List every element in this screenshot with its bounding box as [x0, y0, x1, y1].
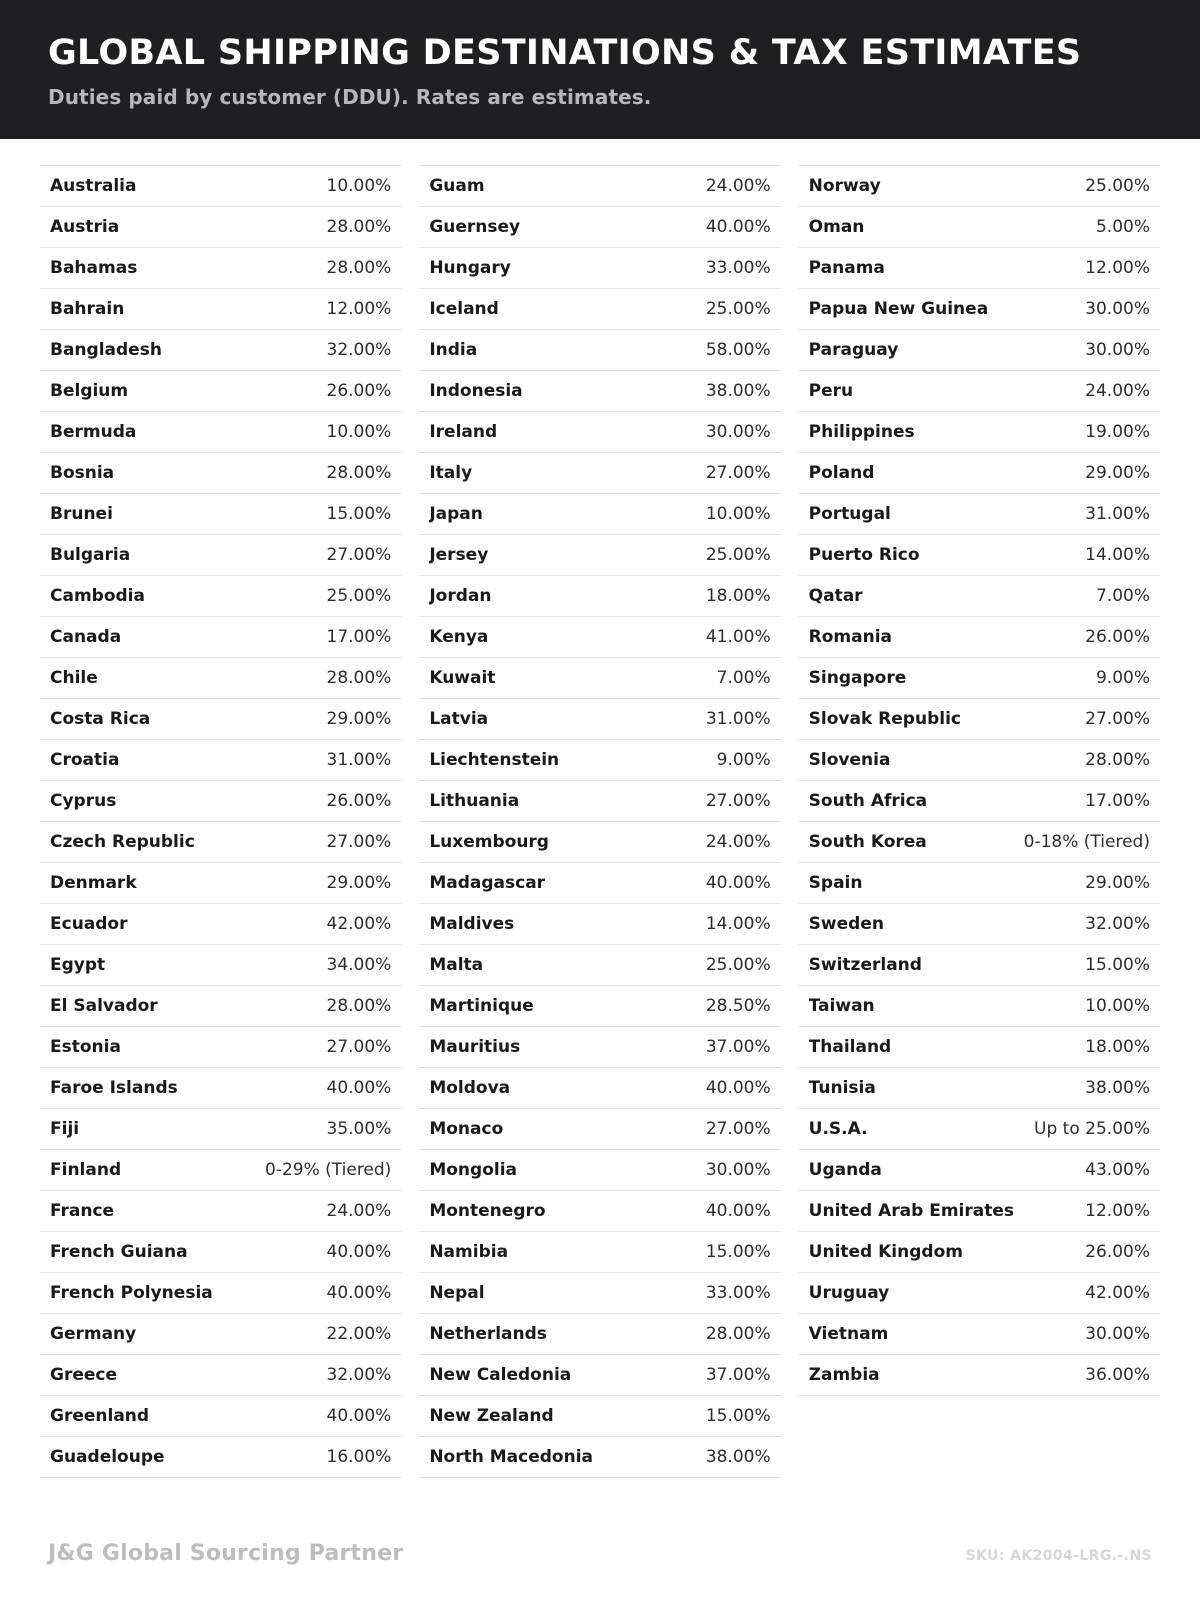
table-row	[40, 248, 401, 289]
tax-rate: 0-29% (Tiered)	[265, 1160, 392, 1181]
tax-rate: 28.50%	[705, 996, 771, 1017]
tax-rate: 28.00%	[1085, 750, 1150, 771]
table-row	[40, 371, 401, 412]
country-name: Switzerland	[808, 955, 922, 976]
country-name: Bermuda	[50, 422, 137, 443]
tax-rate: 30.00%	[705, 422, 771, 443]
tax-rate: 40.00%	[326, 1078, 392, 1099]
table-row	[799, 165, 1160, 207]
table-row	[419, 1191, 780, 1232]
table-row	[40, 165, 401, 207]
tax-rate: 40.00%	[705, 1078, 771, 1099]
table-row	[419, 494, 780, 535]
table-row	[40, 207, 401, 248]
country-name: Jordan	[429, 586, 492, 607]
table-row	[799, 1232, 1160, 1273]
tax-rate: 40.00%	[705, 217, 771, 238]
tax-rate: 24.00%	[705, 176, 771, 197]
country-name: Hungary	[429, 258, 511, 279]
tax-rate: 26.00%	[1085, 1242, 1150, 1263]
table-row	[419, 248, 780, 289]
country-name: Nepal	[429, 1283, 485, 1304]
tax-rate: 36.00%	[1085, 1365, 1150, 1386]
tax-rate: 15.00%	[1085, 955, 1150, 976]
country-name: Kuwait	[429, 668, 496, 689]
tax-rate: 40.00%	[326, 1406, 392, 1427]
table-row	[799, 1068, 1160, 1109]
country-name: Taiwan	[808, 996, 875, 1017]
table-row	[419, 576, 780, 617]
country-name: Indonesia	[429, 381, 523, 402]
table-row	[799, 822, 1160, 863]
country-name: Peru	[808, 381, 854, 402]
country-name: Luxembourg	[429, 832, 549, 853]
tax-rate: 34.00%	[326, 955, 392, 976]
tax-rate: 10.00%	[326, 176, 392, 197]
tax-rate: 17.00%	[1085, 791, 1150, 812]
tax-rate: 0-18% (Tiered)	[1023, 832, 1150, 853]
country-name: Greece	[50, 1365, 118, 1386]
country-name: Latvia	[429, 709, 489, 730]
country-name: Papua New Guinea	[808, 299, 989, 320]
page-title: GLOBAL SHIPPING DESTINATIONS & TAX ESTIMATES	[48, 33, 1082, 73]
country-name: Bangladesh	[50, 340, 162, 361]
table-row	[40, 1273, 401, 1314]
table-row	[799, 658, 1160, 699]
table-row	[40, 330, 401, 371]
country-name: Netherlands	[429, 1324, 547, 1345]
country-name: Belgium	[50, 381, 129, 402]
table-row	[419, 1355, 780, 1396]
country-name: France	[50, 1201, 115, 1222]
tax-rate: 9.00%	[716, 750, 771, 771]
table-row	[799, 781, 1160, 822]
country-name: Poland	[808, 463, 875, 484]
tax-rate: 19.00%	[1085, 422, 1150, 443]
tax-rate: 24.00%	[326, 1201, 392, 1222]
table-row	[419, 371, 780, 412]
table-row	[40, 781, 401, 822]
table-row	[40, 617, 401, 658]
country-name: Moldova	[429, 1078, 511, 1099]
tax-rate: 28.00%	[705, 1324, 771, 1345]
table-row	[419, 1314, 780, 1355]
tax-rate: 12.00%	[1085, 258, 1150, 279]
country-name: Chile	[50, 668, 98, 689]
table-row	[40, 535, 401, 576]
country-name: Panama	[808, 258, 885, 279]
table-row	[40, 1068, 401, 1109]
country-name: Namibia	[429, 1242, 509, 1263]
footer-brand: J&G Global Sourcing Partner	[48, 1541, 404, 1566]
country-name: Ireland	[429, 422, 498, 443]
table-row	[40, 740, 401, 781]
tax-rate: 10.00%	[326, 422, 392, 443]
tax-rate: 24.00%	[1085, 381, 1150, 402]
table-row	[40, 822, 401, 863]
country-name: Brunei	[50, 504, 113, 525]
tax-rate: 27.00%	[705, 1119, 771, 1140]
rates-column-3	[799, 165, 1160, 1396]
table-row	[799, 945, 1160, 986]
table-row	[40, 986, 401, 1027]
tax-rate: 42.00%	[1085, 1283, 1150, 1304]
table-row	[799, 576, 1160, 617]
table-row	[419, 289, 780, 330]
rates-columns	[0, 139, 1200, 1515]
table-row	[419, 412, 780, 453]
table-row	[40, 1150, 401, 1191]
tax-rate: 28.00%	[326, 996, 392, 1017]
tax-rate: 31.00%	[326, 750, 392, 771]
country-name: Thailand	[808, 1037, 892, 1058]
tax-rate: 38.00%	[705, 1447, 771, 1468]
tax-rate: 27.00%	[1085, 709, 1150, 730]
country-name: Cambodia	[50, 586, 145, 607]
country-name: Egypt	[50, 955, 106, 976]
table-row	[40, 1314, 401, 1355]
tax-rate: 40.00%	[705, 1201, 771, 1222]
table-row	[799, 289, 1160, 330]
table-row	[799, 617, 1160, 658]
table-row	[40, 576, 401, 617]
table-row	[419, 986, 780, 1027]
rates-column-2	[419, 165, 780, 1478]
country-name: Norway	[808, 176, 881, 197]
table-row	[419, 658, 780, 699]
country-name: India	[429, 340, 478, 361]
tax-rate: 40.00%	[326, 1242, 392, 1263]
table-row	[799, 1355, 1160, 1396]
tax-rate: 29.00%	[326, 873, 392, 894]
country-name: Cyprus	[50, 791, 117, 812]
tax-rate: 32.00%	[326, 340, 392, 361]
tax-rate: 26.00%	[326, 791, 392, 812]
tax-rate: 7.00%	[716, 668, 771, 689]
country-name: Tunisia	[808, 1078, 876, 1099]
table-row	[799, 1314, 1160, 1355]
tax-rate: 28.00%	[326, 463, 392, 484]
country-name: Finland	[50, 1160, 122, 1181]
country-name: Uruguay	[808, 1283, 890, 1304]
country-name: Oman	[808, 217, 865, 238]
table-row	[419, 699, 780, 740]
table-row	[799, 412, 1160, 453]
country-name: Singapore	[808, 668, 907, 689]
table-row	[419, 1068, 780, 1109]
tax-rate: 22.00%	[326, 1324, 392, 1345]
tax-rate: 18.00%	[705, 586, 771, 607]
tax-rate: 28.00%	[326, 668, 392, 689]
table-row	[40, 863, 401, 904]
table-row	[799, 371, 1160, 412]
table-row	[40, 453, 401, 494]
table-row	[419, 1232, 780, 1273]
tax-rate: 37.00%	[705, 1037, 771, 1058]
country-name: Malta	[429, 955, 484, 976]
country-name: Denmark	[50, 873, 137, 894]
country-name: Guernsey	[429, 217, 521, 238]
table-row	[419, 535, 780, 576]
table-row	[799, 453, 1160, 494]
tax-rate: 16.00%	[326, 1447, 392, 1468]
table-row	[419, 1437, 780, 1478]
country-name: Romania	[808, 627, 893, 648]
table-row	[419, 165, 780, 207]
table-row	[799, 1109, 1160, 1150]
country-name: Madagascar	[429, 873, 546, 894]
country-name: Slovenia	[808, 750, 891, 771]
tax-rate: 33.00%	[705, 1283, 771, 1304]
rates-column-1	[40, 165, 401, 1478]
table-row	[40, 1355, 401, 1396]
country-name: Puerto Rico	[808, 545, 920, 566]
country-name: Liechtenstein	[429, 750, 560, 771]
country-name: Vietnam	[808, 1324, 889, 1345]
tax-rate: 7.00%	[1095, 586, 1150, 607]
country-name: Paraguay	[808, 340, 899, 361]
table-row	[419, 617, 780, 658]
country-name: Costa Rica	[50, 709, 151, 730]
table-row	[419, 822, 780, 863]
country-name: North Macedonia	[429, 1447, 594, 1468]
country-name: Iceland	[429, 299, 499, 320]
tax-rate: 32.00%	[1085, 914, 1150, 935]
table-row	[799, 207, 1160, 248]
country-name: South Africa	[808, 791, 928, 812]
country-name: Mongolia	[429, 1160, 518, 1181]
tax-rate: 27.00%	[326, 1037, 392, 1058]
table-row	[799, 248, 1160, 289]
country-name: United Arab Emirates	[808, 1201, 1015, 1222]
tax-rate: 15.00%	[326, 504, 392, 525]
country-name: Austria	[50, 217, 120, 238]
tax-rate: 33.00%	[705, 258, 771, 279]
table-row	[419, 904, 780, 945]
country-name: Kenya	[429, 627, 489, 648]
country-name: Sweden	[808, 914, 884, 935]
tax-rate: 26.00%	[326, 381, 392, 402]
table-row	[799, 1191, 1160, 1232]
table-row	[419, 1150, 780, 1191]
country-name: South Korea	[808, 832, 927, 853]
table-row	[419, 1273, 780, 1314]
country-name: French Guiana	[50, 1242, 188, 1263]
tax-rate: 28.00%	[326, 217, 392, 238]
tax-rate: 30.00%	[1085, 299, 1150, 320]
table-row	[40, 289, 401, 330]
table-row	[799, 1027, 1160, 1068]
table-row	[799, 1273, 1160, 1314]
country-name: Japan	[429, 504, 483, 525]
tax-rate: 37.00%	[705, 1365, 771, 1386]
tax-rate: 35.00%	[326, 1119, 392, 1140]
country-name: United Kingdom	[808, 1242, 963, 1263]
country-name: Bahrain	[50, 299, 125, 320]
tax-rate: 24.00%	[705, 832, 771, 853]
tax-rate: 32.00%	[326, 1365, 392, 1386]
tax-rate: 30.00%	[1085, 1324, 1150, 1345]
country-name: Czech Republic	[50, 832, 195, 853]
country-name: Slovak Republic	[808, 709, 961, 730]
country-name: U.S.A.	[808, 1119, 868, 1140]
table-row	[419, 453, 780, 494]
country-name: Ecuador	[50, 914, 128, 935]
country-name: Maldives	[429, 914, 515, 935]
country-name: Guadeloupe	[50, 1447, 165, 1468]
tax-rate: 40.00%	[705, 873, 771, 894]
tax-rate: 15.00%	[705, 1242, 771, 1263]
table-row	[799, 699, 1160, 740]
tax-rate: 29.00%	[1085, 463, 1150, 484]
country-name: Spain	[808, 873, 863, 894]
tax-rate: 26.00%	[1085, 627, 1150, 648]
table-row	[799, 863, 1160, 904]
table-row	[40, 945, 401, 986]
tax-rate: 28.00%	[326, 258, 392, 279]
country-name: Portugal	[808, 504, 891, 525]
table-row	[40, 1396, 401, 1437]
table-row	[40, 699, 401, 740]
country-name: New Zealand	[429, 1406, 554, 1427]
page-header	[0, 0, 1200, 139]
tax-rate: 17.00%	[326, 627, 392, 648]
tax-rate: 12.00%	[326, 299, 392, 320]
country-name: Mauritius	[429, 1037, 521, 1058]
country-name: Estonia	[50, 1037, 121, 1058]
tax-rate: 38.00%	[1085, 1078, 1150, 1099]
tax-rate: 12.00%	[1085, 1201, 1150, 1222]
country-name: Italy	[429, 463, 473, 484]
country-name: Montenegro	[429, 1201, 546, 1222]
tax-rate: 27.00%	[326, 545, 392, 566]
country-name: Qatar	[808, 586, 863, 607]
table-row	[40, 904, 401, 945]
tax-rate: 25.00%	[326, 586, 392, 607]
tax-rate: 10.00%	[705, 504, 771, 525]
tax-rate: 14.00%	[1085, 545, 1150, 566]
table-row	[799, 904, 1160, 945]
table-row	[419, 945, 780, 986]
tax-rate: 41.00%	[705, 627, 771, 648]
table-row	[419, 207, 780, 248]
country-name: New Caledonia	[429, 1365, 572, 1386]
country-name: Guam	[429, 176, 485, 197]
table-row	[419, 330, 780, 371]
tax-rate: 38.00%	[705, 381, 771, 402]
country-name: Bosnia	[50, 463, 115, 484]
country-name: Fiji	[50, 1119, 80, 1140]
tax-rate: 30.00%	[1085, 340, 1150, 361]
country-name: Croatia	[50, 750, 120, 771]
tax-rate: 10.00%	[1085, 996, 1150, 1017]
tax-rate: 25.00%	[705, 955, 771, 976]
tax-rate: 27.00%	[326, 832, 392, 853]
table-row	[419, 1027, 780, 1068]
tax-rate: 18.00%	[1085, 1037, 1150, 1058]
footer-sku: SKU: AK2004-LRG.-.NS	[965, 1548, 1152, 1564]
tax-rate: 25.00%	[705, 545, 771, 566]
table-row	[419, 1109, 780, 1150]
table-row	[419, 781, 780, 822]
table-row	[799, 1150, 1160, 1191]
country-name: Philippines	[808, 422, 915, 443]
tax-rate: 31.00%	[705, 709, 771, 730]
country-name: Germany	[50, 1324, 137, 1345]
tax-rate: 14.00%	[705, 914, 771, 935]
country-name: Martinique	[429, 996, 534, 1017]
tax-rate: 31.00%	[1085, 504, 1150, 525]
table-row	[799, 986, 1160, 1027]
tax-rate: 58.00%	[705, 340, 771, 361]
table-row	[40, 658, 401, 699]
tax-rate: 29.00%	[326, 709, 392, 730]
tax-rate: 25.00%	[705, 299, 771, 320]
tax-rate: 5.00%	[1095, 217, 1150, 238]
table-row	[799, 740, 1160, 781]
table-row	[40, 494, 401, 535]
country-name: Australia	[50, 176, 137, 197]
tax-rate: 43.00%	[1085, 1160, 1150, 1181]
page-footer	[0, 1515, 1200, 1600]
tax-rate: 40.00%	[326, 1283, 392, 1304]
country-name: Bulgaria	[50, 545, 131, 566]
country-name: Uganda	[808, 1160, 882, 1181]
country-name: French Polynesia	[50, 1283, 213, 1304]
tax-rate: 27.00%	[705, 463, 771, 484]
table-row	[40, 1191, 401, 1232]
tax-rate: 29.00%	[1085, 873, 1150, 894]
country-name: Greenland	[50, 1406, 150, 1427]
table-row	[799, 330, 1160, 371]
country-name: El Salvador	[50, 996, 158, 1017]
table-row	[40, 412, 401, 453]
tax-rate: 25.00%	[1085, 176, 1150, 197]
table-row	[40, 1232, 401, 1273]
country-name: Jersey	[429, 545, 489, 566]
country-name: Faroe Islands	[50, 1078, 178, 1099]
table-row	[40, 1109, 401, 1150]
country-name: Bahamas	[50, 258, 138, 279]
tax-rate: 9.00%	[1095, 668, 1150, 689]
table-row	[419, 740, 780, 781]
country-name: Monaco	[429, 1119, 504, 1140]
table-row	[419, 1396, 780, 1437]
tax-rate: 30.00%	[705, 1160, 771, 1181]
table-row	[799, 494, 1160, 535]
country-name: Canada	[50, 627, 122, 648]
tax-rate: Up to 25.00%	[1034, 1119, 1150, 1140]
table-row	[419, 863, 780, 904]
table-row	[40, 1027, 401, 1068]
tax-rate: 27.00%	[705, 791, 771, 812]
country-name: Zambia	[808, 1365, 880, 1386]
country-name: Lithuania	[429, 791, 520, 812]
table-row	[799, 535, 1160, 576]
page-subtitle: Duties paid by customer (DDU). Rates are estimates.	[48, 85, 652, 110]
tax-rate: 15.00%	[705, 1406, 771, 1427]
table-row	[40, 1437, 401, 1478]
tax-rate: 42.00%	[326, 914, 392, 935]
